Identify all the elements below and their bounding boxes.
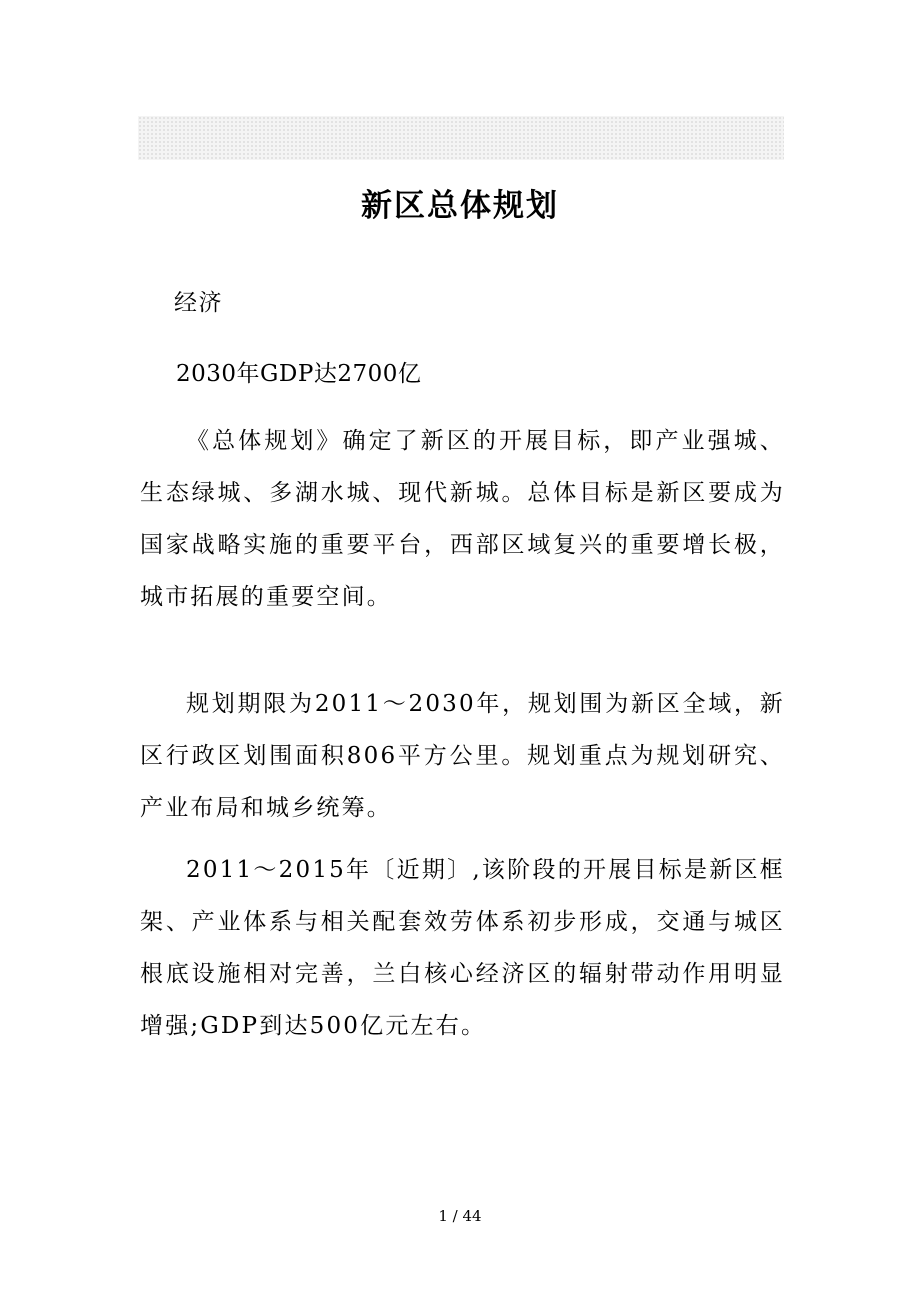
header-decoration xyxy=(138,116,784,160)
paragraph-scope: 规划期限为2011～2030年，规划围为新区全域，新区行政区划围面积806平方公里。规划重点为规划研究、产业布局和城乡统筹。 xyxy=(140,691,785,821)
page-number: 1 / 44 xyxy=(438,1207,482,1225)
subheading: 2030年GDP达2700亿 xyxy=(176,361,422,387)
paragraph-near-term: 2011～2015年〔近期〕,该阶段的开展目标是新区框架、产业体系与相关配套效劳体系初步形成，交通与城区根底设施相对完善，兰白核心经济区的辐射带动作用明显增强;GDP到达500亿元左右。 xyxy=(140,857,785,1039)
paragraph-goals: 《总体规划》确定了新区的开展目标，即产业强城、生态绿城、多湖水城、现代新城。总体目标是新区要成为国家战略实施的重要平台，西部区域复兴的重要增长极，城市拓展的重要空间。 xyxy=(140,428,785,610)
section-heading: 经济 xyxy=(174,290,223,316)
document-title: 新区总体规划 xyxy=(361,188,559,224)
